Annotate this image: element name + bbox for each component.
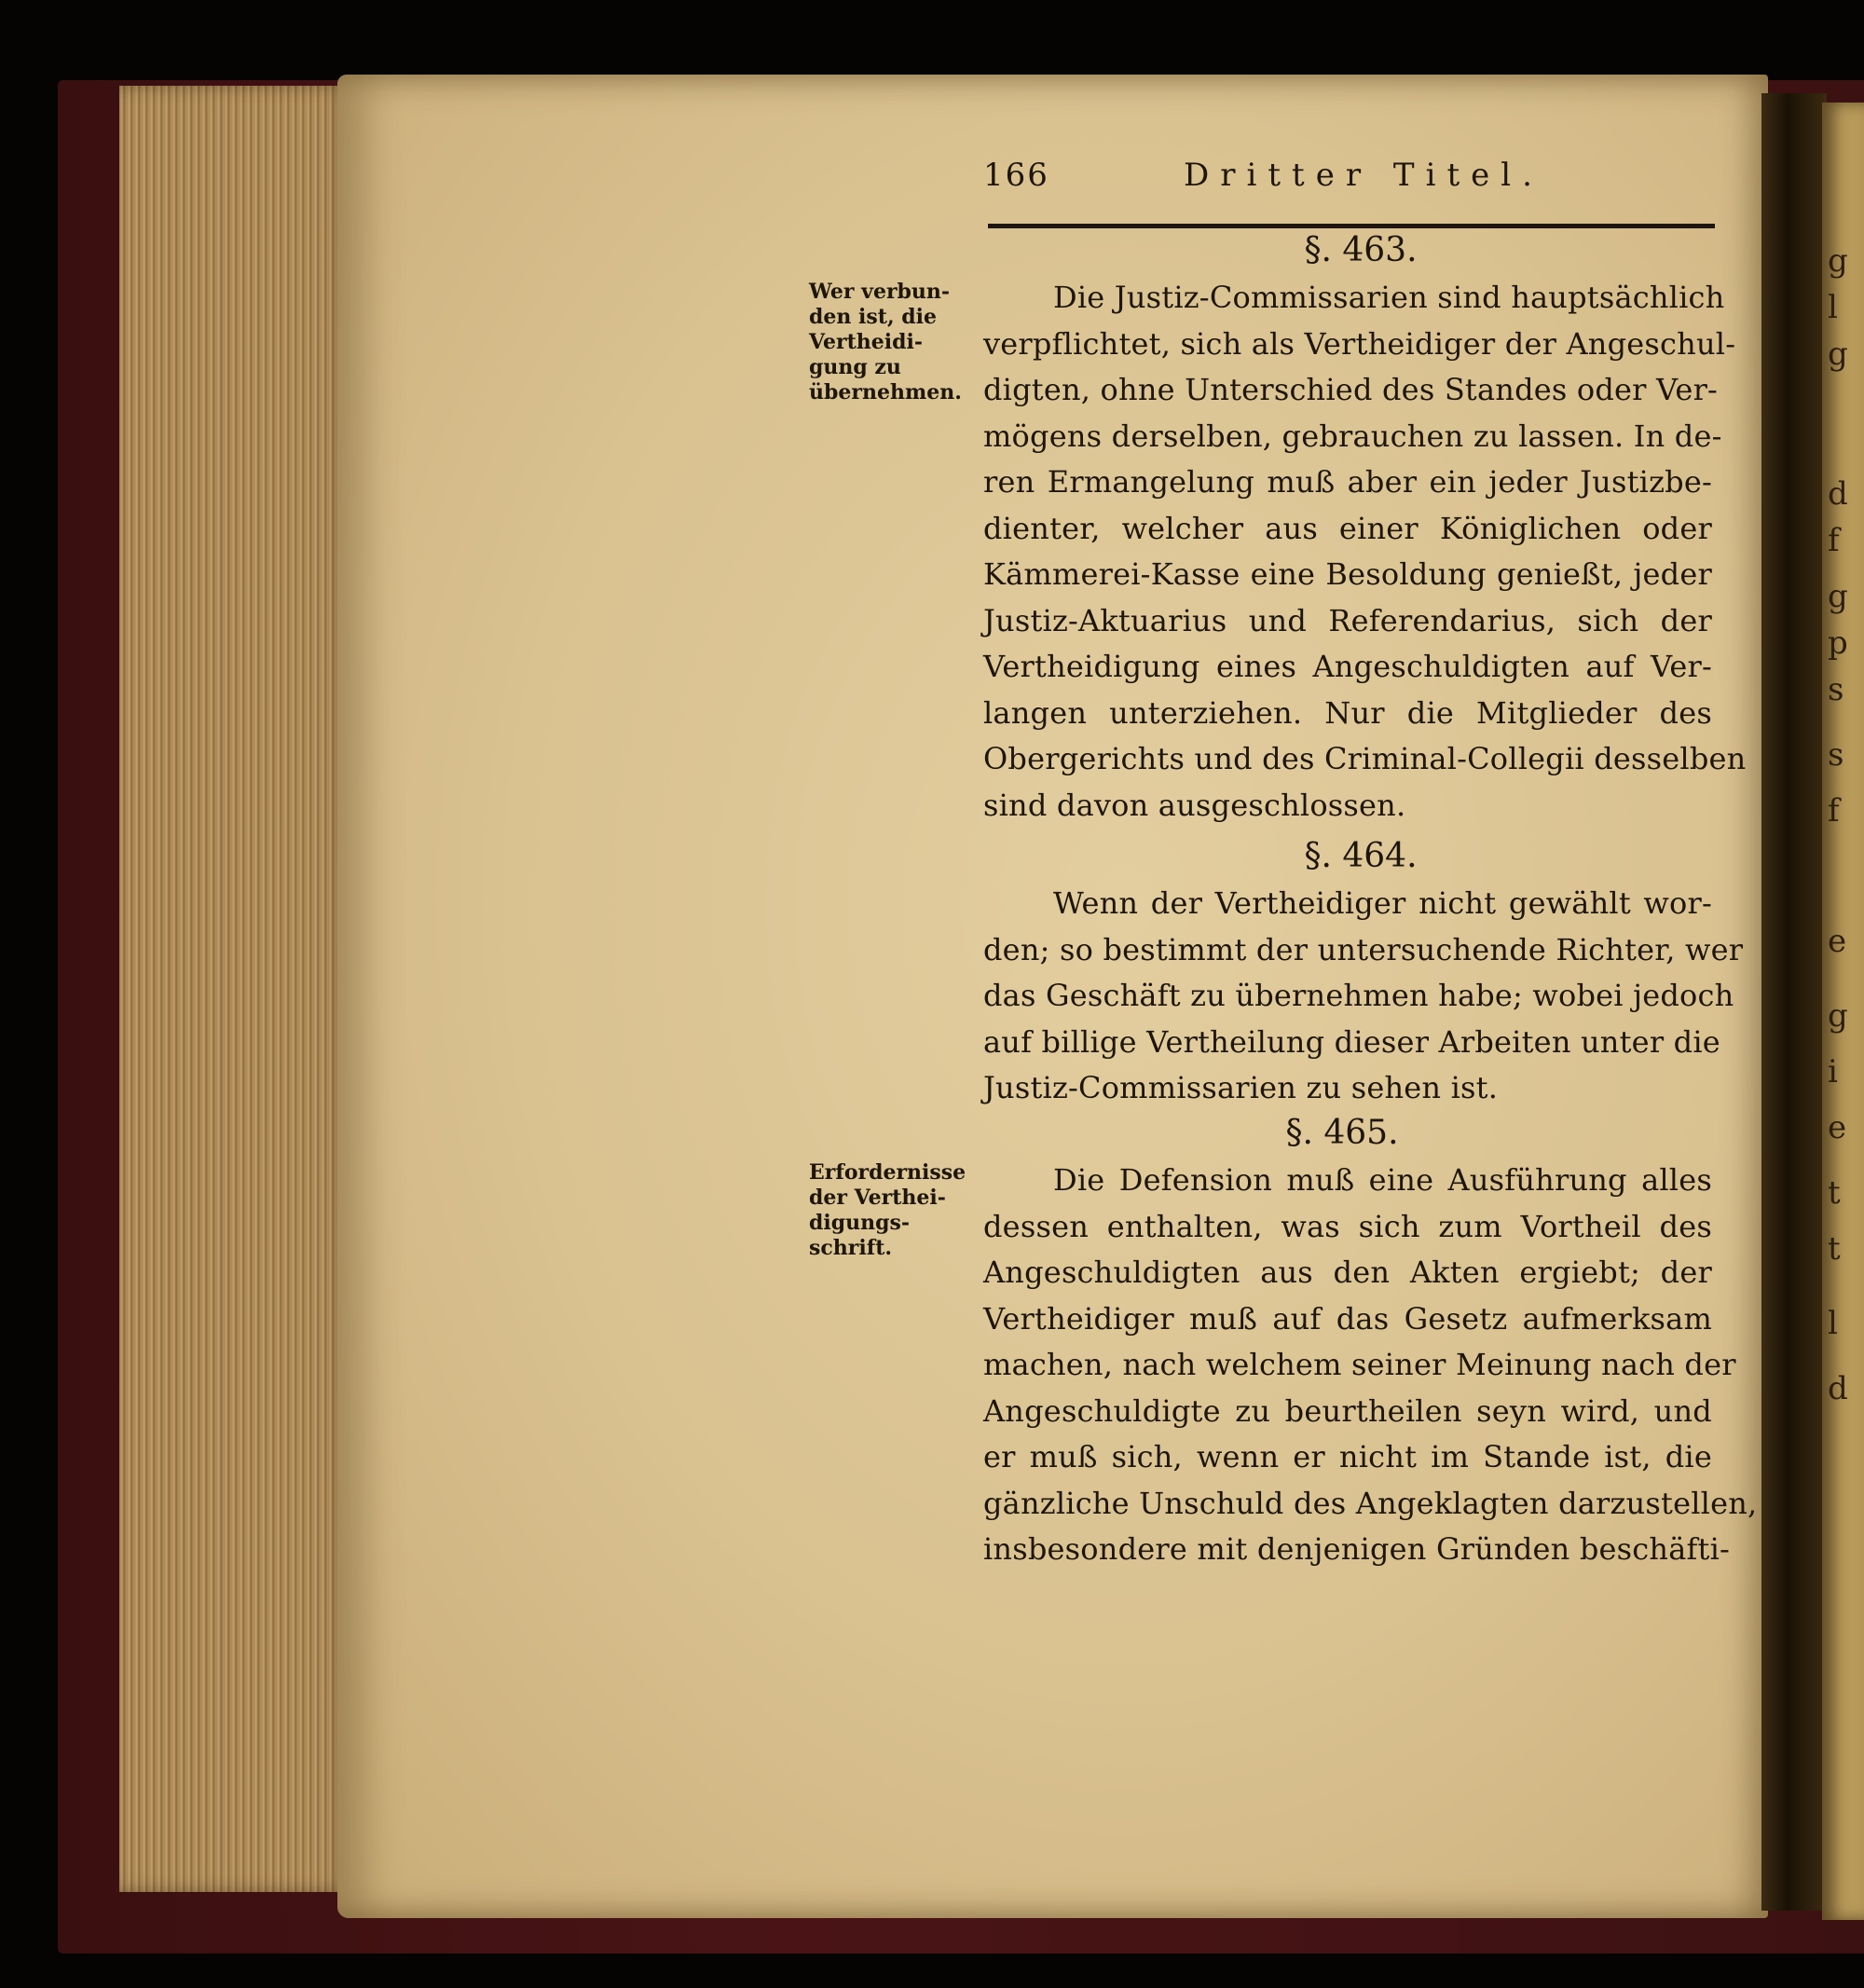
text-line: Justiz-Aktuarius und Referendarius, sich der xyxy=(983,602,1712,638)
margin-note xyxy=(809,1160,986,1261)
text-line: Kämmerei-Kasse eine Besoldung genießt, jeder xyxy=(983,556,1712,592)
text-line: das Geschäft zu übernehmen habe; wobei jedoch xyxy=(983,978,1734,1013)
facing-page-letter: d xyxy=(1828,475,1848,513)
facing-page-edge xyxy=(1822,103,1864,1920)
text-line: dienter, welcher aus einer Königlichen oder xyxy=(983,510,1712,546)
text-line: Die Defension muß eine Ausführung alles xyxy=(1053,1162,1712,1198)
text-line: auf billige Vertheilung dieser Arbeiten unter die xyxy=(983,1023,1720,1060)
facing-page-letter: g xyxy=(1828,336,1848,373)
text-line: Vertheidiger muß auf das Gesetz aufmerksam xyxy=(983,1300,1712,1337)
text-line: Angeschuldigten aus den Akten ergiebt; der xyxy=(983,1254,1712,1290)
text-line: langen unterziehen. Nur die Mitglieder des xyxy=(983,694,1712,731)
facing-page-letter: f xyxy=(1828,522,1840,559)
header-rule xyxy=(988,224,1715,228)
facing-page-letter: e xyxy=(1828,1109,1847,1146)
margin-note-line: schrift. xyxy=(809,1236,893,1260)
running-title: Dritter Titel. xyxy=(1184,157,1543,194)
section-number: §. 464. xyxy=(1304,837,1418,875)
text-line: sind davon ausgeschlossen. xyxy=(983,787,1406,823)
facing-page-letter: i xyxy=(1828,1053,1838,1090)
text-line: gänzliche Unschuld des Angeklagten darzustellen, xyxy=(983,1485,1758,1521)
facing-page-letter: l xyxy=(1828,289,1838,326)
facing-page-letter: g xyxy=(1828,997,1848,1035)
text-line: Justiz-Commissarien zu sehen ist. xyxy=(983,1070,1499,1105)
facing-page-letter: t xyxy=(1828,1230,1841,1268)
text-line: Vertheidigung eines Angeschuldigten auf Ver- xyxy=(983,649,1712,684)
text-line: Angeschuldigte zu beurtheilen seyn wird, und xyxy=(983,1392,1712,1429)
facing-page-letter: p xyxy=(1828,624,1848,662)
page-number: 166 xyxy=(983,157,1049,194)
text-line: Wenn der Vertheidiger nicht gewählt wor- xyxy=(1053,885,1712,921)
margin-note-line: Vertheidi- xyxy=(809,330,924,354)
text-line: Obergerichts und des Criminal-Collegii desselben xyxy=(983,741,1747,776)
margin-note-line: Wer verbun- xyxy=(809,280,951,304)
page-header xyxy=(983,157,1710,203)
facing-page-letter: g xyxy=(1828,242,1848,280)
margin-note-line: gung zu xyxy=(809,355,901,379)
facing-page-letter: l xyxy=(1828,1305,1838,1342)
margin-note xyxy=(809,280,986,405)
facing-page-letter: d xyxy=(1828,1370,1848,1407)
text-line: dessen enthalten, was sich zum Vortheil des xyxy=(983,1208,1712,1244)
margin-note-line: den ist, die xyxy=(809,305,937,329)
margin-note-line: übernehmen. xyxy=(809,380,962,404)
text-line: mögens derselben, gebrauchen zu lassen. In de- xyxy=(983,418,1722,454)
text-line: verpflichtet, sich als Vertheidiger der Angeschul- xyxy=(983,325,1736,362)
facing-page-letter: g xyxy=(1828,578,1848,615)
text-line: digten, ohne Unterschied des Standes oder Ver- xyxy=(983,372,1719,407)
margin-note-line: der Verthei- xyxy=(809,1186,946,1210)
facing-page-letter: t xyxy=(1828,1174,1841,1212)
page-edges xyxy=(119,86,350,1892)
margin-note-line: Erfordernisse xyxy=(809,1160,966,1185)
text-line: insbesondere mit denjenigen Gründen beschäfti- xyxy=(983,1531,1731,1567)
text-line: er muß sich, wenn er nicht im Stande ist, die xyxy=(983,1439,1712,1474)
text-line: machen, nach welchem seiner Meinung nach der xyxy=(983,1347,1736,1382)
section-number: §. 463. xyxy=(1304,231,1418,269)
facing-page-letter: f xyxy=(1828,792,1840,829)
section-number: §. 465. xyxy=(1285,1114,1399,1152)
book-gutter xyxy=(1761,93,1827,1911)
facing-page-letter: e xyxy=(1828,923,1847,960)
text-line: ren Ermangelung muß aber ein jeder Justizbe- xyxy=(983,464,1712,500)
margin-note-line: digungs- xyxy=(809,1211,911,1235)
facing-page-letter: s xyxy=(1828,671,1844,708)
text-line: den; so bestimmt der untersuchende Richter, wer xyxy=(983,931,1744,967)
facing-page-letter: s xyxy=(1828,736,1844,774)
text-line: Die Justiz-Commissarien sind hauptsächlich xyxy=(1053,280,1725,315)
